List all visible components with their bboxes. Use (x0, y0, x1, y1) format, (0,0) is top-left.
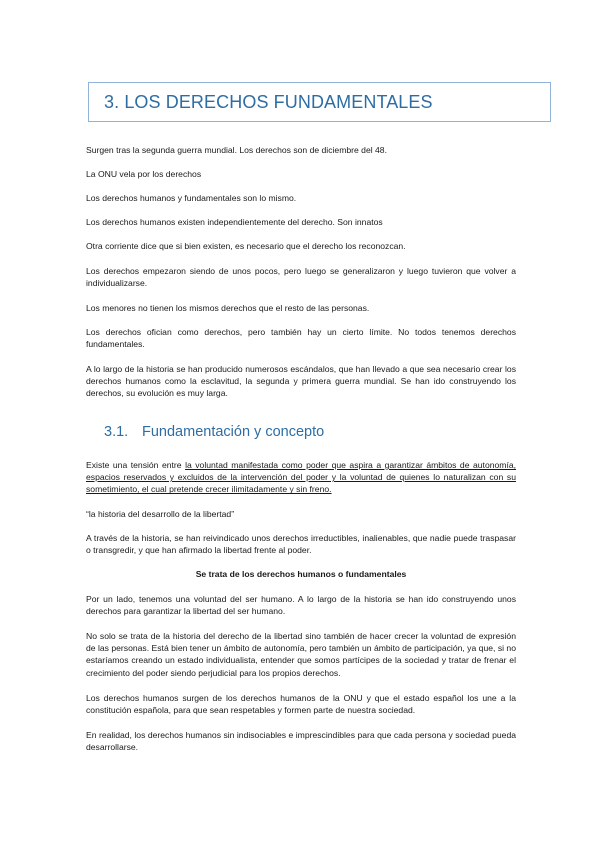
paragraph: Por un lado, tenemos una voluntad del ser humano. A lo largo de la historia se han ido construyendo unos derechos para garantizar la libertad del ser humano. (86, 594, 516, 617)
heading-2-number: 3.1. (104, 424, 129, 440)
paragraph: A través de la historia, se han reivindicado unos derechos irreductibles, inalienables, que nadie puede traspasar o transgredir, y que han afirmado la libertad frente al poder. (86, 533, 516, 556)
tension-underlined: la voluntad manifestada como poder que aspira a garantizar ámbitos de autonomía, espacios reservados y excluidos de la intervención del poder y la voluntad de quienes lo naturalizan con su sometimiento, el cual pretende crecer ilimitadamente y sin freno. (86, 460, 516, 495)
paragraph: Los derechos empezaron siendo de unos pocos, pero luego se generalizaron y luego tuvieron que volver a individualizarse. (86, 266, 516, 289)
paragraph: Los derechos humanos existen independientemente del derecho. Son innatos (86, 217, 383, 227)
paragraph: La ONU vela por los derechos (86, 169, 202, 179)
quote: “la historia del desarrollo de la libertad” (86, 509, 235, 519)
heading-1: 3. LOS DERECHOS FUNDAMENTALES (104, 92, 433, 112)
heading-2-title: Fundamentación y concepto (142, 424, 325, 440)
paragraph: Los menores no tienen los mismos derechos que el resto de las personas. (86, 303, 370, 313)
heading-2 (104, 424, 324, 440)
paragraph: Otra corriente dice que si bien existen, es necesario que el derecho los reconozcan. (86, 241, 406, 251)
paragraph: En realidad, los derechos humanos sin indisociables e imprescindibles para que cada persona y sociedad pueda desarrollarse. (86, 730, 516, 753)
bold-subtitle: Se trata de los derechos humanos o fundamentales (195, 569, 407, 579)
tension-paragraph (86, 459, 516, 496)
heading-1-box (88, 82, 551, 122)
paragraph: Los derechos humanos y fundamentales son lo mismo. (86, 193, 297, 203)
paragraph: Surgen tras la segunda guerra mundial. Los derechos son de diciembre del 48. (86, 145, 387, 155)
paragraph: Los derechos humanos surgen de los derechos humanos de la ONU y que el estado español los une a la constitución española, para que sean respetables y formen parte de nuestra sociedad. (86, 693, 516, 716)
paragraph: No solo se trata de la historia del derecho de la libertad sino también de hacer crecer la voluntad de expresión de las personas. Está bien tener un ámbito de autonomía, pero también un ámbito de participación, ya que, si no estaríamos creando un estado individualista, entender que somos partícipes de la sociedad y tratar de frenar el crecimiento del poder siendo perjudicial para los propios derechos. (86, 631, 516, 678)
paragraph: A lo largo de la historia se han producido numerosos escándalos, que han llevado a que sea necesario crear los derechos humanos como la esclavitud, la segunda y primera guerra mundial. Se han ido construyendo los derechos, su evolución es muy larga. (86, 364, 516, 399)
paragraph: Los derechos ofician como derechos, pero también hay un cierto límite. No todos tenemos derechos fundamentales. (86, 327, 516, 350)
tension-lead: Existe una tensión entre (86, 460, 186, 470)
